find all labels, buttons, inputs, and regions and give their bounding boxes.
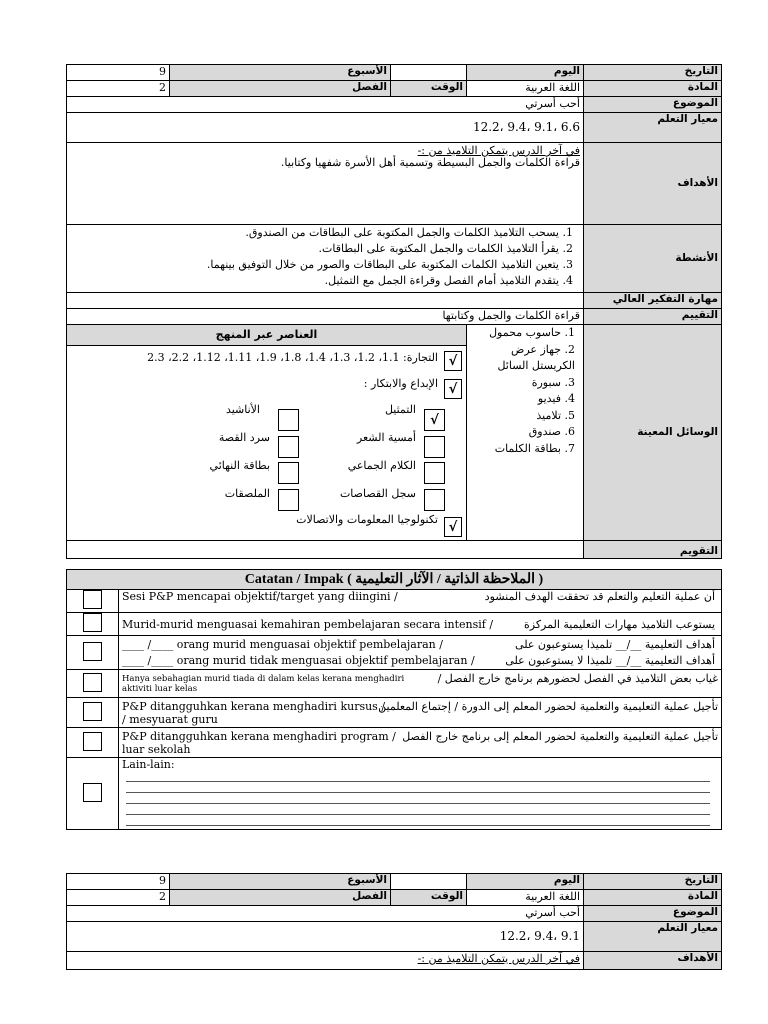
postponed-program-checkbox[interactable] <box>83 732 102 751</box>
mastery-count-checkbox[interactable] <box>83 642 102 661</box>
aids-list <box>467 325 584 541</box>
scrapbook-checkbox[interactable] <box>424 489 445 511</box>
final-card-text: بطاقة النهائي <box>209 459 270 472</box>
hots-label: مهارة التفكير العالي <box>584 293 722 309</box>
catatan-row <box>119 670 722 698</box>
scrapbook-text: سجل القصاصات <box>339 487 416 500</box>
week-label: الأسبوع <box>170 874 391 890</box>
ict-text: تكنولوجيا المعلومات والاتصالات <box>296 513 438 526</box>
class-value: 2 <box>67 81 170 97</box>
activity-item: 4. يتقدم التلاميذ أمام الفصل وقراءة الجمل مع التمثيل. <box>324 274 573 287</box>
others-line[interactable] <box>126 804 710 815</box>
topic-value: أحب أسرتي <box>67 97 584 113</box>
time-label: الوقت <box>391 890 467 906</box>
objective-achieved-checkbox[interactable] <box>83 590 102 609</box>
row-malay-text: / mesyuarat guru <box>122 712 218 726</box>
row-arabic-text: يستوعب التلاميذ مهارات التعليمية المركزة <box>523 617 716 631</box>
catatan-title: Catatan / Impak ( الملاحظة الذاتية / الآثار التعليمية ) <box>67 570 722 590</box>
acting-checkbox[interactable]: √ <box>424 409 445 431</box>
others-cell <box>119 758 722 830</box>
songs-checkbox[interactable] <box>278 409 299 431</box>
class-label: الفصل <box>170 81 391 97</box>
time-label: الوقت <box>391 81 467 97</box>
final-card-checkbox[interactable] <box>278 462 299 484</box>
absent-students-checkbox[interactable] <box>83 673 102 692</box>
standard-value: 6.6 ،9.1 ،9.4 ،12.2 <box>67 113 584 143</box>
activity-item: 2. يقرأ التلاميذ الكلمات والجمل المكتوبة على البطاقات. <box>318 242 573 255</box>
lesson-plan-table-2 <box>66 873 722 970</box>
catatan-row <box>119 728 722 758</box>
posters-text: الملصقات <box>224 487 270 500</box>
aid-item: الكريستل السائل <box>497 359 575 372</box>
topic-label: الموضوع <box>584 906 722 922</box>
creativity-text: الإبداع والابتكار : <box>363 377 438 390</box>
class-value: 2 <box>67 890 170 906</box>
cross-curricular-cell <box>67 325 467 541</box>
week-value: 9 <box>67 874 170 890</box>
assessment-label: التقييم <box>584 309 722 325</box>
others-line[interactable] <box>126 815 710 826</box>
row-malay-text: P&P ditangguhkan kerana menghadiri kursus / <box>122 699 386 713</box>
poetry-checkbox[interactable] <box>424 436 445 458</box>
objectives-intro: في آخر الدرس يتمكن التلاميذ من :- <box>67 952 584 970</box>
ict-tick[interactable]: √ <box>444 517 462 537</box>
group-talk-text: الكلام الجماعي <box>347 459 416 472</box>
hots-value <box>67 293 584 309</box>
aid-item: 2. جهاز عرض <box>511 342 575 356</box>
catatan-row <box>119 613 722 636</box>
aid-item: 4. فيديو <box>537 392 575 405</box>
row-arabic-text: تأجيل عملية التعليمية والتعلمية لحضور المعلم إلى الدورة / إجتماع المعلمين <box>378 700 719 713</box>
week-value: 9 <box>67 65 170 81</box>
lesson-plan-table <box>66 64 722 559</box>
row-malay-text: aktiviti luar kelas <box>122 683 198 694</box>
week-label: الأسبوع <box>170 65 391 81</box>
objectives-label: الأهداف <box>584 143 722 225</box>
activities-label: الأنشطة <box>584 225 722 293</box>
activity-item: 3. يتعين التلاميذ الكلمات المكتوبة على البطاقات والصور من خلال التوفيق بينهما. <box>206 258 573 271</box>
activities-cell <box>67 225 584 293</box>
aid-item: 7. بطاقة الكلمات <box>494 441 575 455</box>
standard-label: معيار التعلم <box>584 922 722 952</box>
commerce-tick[interactable]: √ <box>444 351 462 371</box>
postponed-course-checkbox[interactable] <box>83 702 102 721</box>
others-label: Lain-lain: <box>122 758 175 771</box>
objectives-text: قراءة الكلمات والجمل البسيطة وتسمية أهل الأسرة شفهيا وكتابيا. <box>280 156 580 169</box>
row-arabic-text: تأجيل عملية التعليمية والتعلمية لحضور المعلم إلى برنامج خارج الفصل <box>402 730 719 743</box>
catatan-row <box>119 698 722 728</box>
class-label: الفصل <box>170 890 391 906</box>
date-label: التاريخ <box>584 874 722 890</box>
topic-value: أحب أسرتي <box>67 906 584 922</box>
acting-text: التمثيل <box>384 403 416 416</box>
day-label: اليوم <box>467 65 584 81</box>
aid-item: 6. صندوق <box>528 425 575 438</box>
story-checkbox[interactable] <box>278 436 299 458</box>
poetry-text: أمسية الشعر <box>356 431 416 444</box>
catatan-table <box>66 569 722 830</box>
row-arabic-text: أهداف التعليمية __/__ تلميذا لا يستوعبون على <box>505 653 716 667</box>
story-text: سرد القصة <box>218 431 270 444</box>
topic-label: الموضوع <box>584 97 722 113</box>
row-arabic-text: أن عملية التعليم والتعلم قد تحققت الهدف المنشود <box>484 590 716 603</box>
subject-label: المادة <box>584 81 722 97</box>
intensive-learning-checkbox[interactable] <box>83 613 102 632</box>
row-arabic-text: غياب بعض التلاميذ في الفصل لحضورهم برنامج خارج الفصل / <box>437 672 719 685</box>
others-checkbox[interactable] <box>83 783 102 802</box>
aid-item: 1. حاسوب محمول <box>489 326 575 339</box>
day-label: اليوم <box>467 874 584 890</box>
row-malay-text: Murid-murid menguasai kemahiran pembelajaran secara intensif / <box>122 617 494 631</box>
row-malay-text: ____ /____ orang murid tidak menguasai objektif pembelajaran / <box>122 653 475 667</box>
aid-item: 5. تلاميذ <box>536 408 575 422</box>
objectives-intro: في آخر الدرس يتمكن التلاميذ من :- <box>417 144 580 157</box>
catatan-row <box>119 590 722 613</box>
others-line[interactable] <box>126 793 710 804</box>
commerce-text: التجارة: 1.1، 1.2، 1.3، 1.4، 1.8، 1.9، 1.11، 1.12، 2.2، 2.3 <box>147 351 438 364</box>
row-malay-text: P&P ditangguhkan kerana menghadiri program / <box>122 729 396 743</box>
group-talk-checkbox[interactable] <box>424 462 445 484</box>
aid-item: 3. سبورة <box>531 375 575 389</box>
posters-checkbox[interactable] <box>278 489 299 511</box>
objectives-label: الأهداف <box>584 952 722 970</box>
row-arabic-text: أهداف التعليمية __/__ تلميذا يستوعبون على <box>515 637 716 651</box>
others-line[interactable] <box>126 771 710 782</box>
row-malay-text: luar sekolah <box>122 742 191 756</box>
catatan-row <box>119 636 722 670</box>
date-label: التاريخ <box>584 65 722 81</box>
activity-item: 1. يسحب التلاميذ الكلمات والجمل المكتوبة على البطاقات من الصندوق. <box>245 226 573 239</box>
creativity-tick[interactable]: √ <box>444 379 462 399</box>
row-malay-text: ____ /____ orang murid menguasai objektif pembelajaran / <box>122 637 443 651</box>
assessment-value: قراءة الكلمات والجمل وكتابتها <box>67 309 584 325</box>
standard-value: 9.1 ،9.4 ،12.2 <box>67 922 584 952</box>
subject-label: المادة <box>584 890 722 906</box>
songs-text: الأناشيد <box>225 403 260 416</box>
evaluation-value <box>67 541 584 559</box>
objectives-cell <box>67 143 584 225</box>
aids-label: الوسائل المعينة <box>584 325 722 541</box>
others-line[interactable] <box>126 782 710 793</box>
row-malay-text: Hanya sebahagian murid tiada di dalam kelas kerana menghadiri <box>122 673 405 684</box>
evaluation-label: التقويم <box>584 541 722 559</box>
subject-value: اللغة العربية <box>467 81 584 97</box>
subject-value: اللغة العربية <box>467 890 584 906</box>
standard-label: معيار التعلم <box>584 113 722 143</box>
cross-curricular-title: العناصر عبر المنهج <box>67 325 466 346</box>
row-malay-text: Sesi P&P mencapai objektif/target yang diingini / <box>122 590 398 603</box>
